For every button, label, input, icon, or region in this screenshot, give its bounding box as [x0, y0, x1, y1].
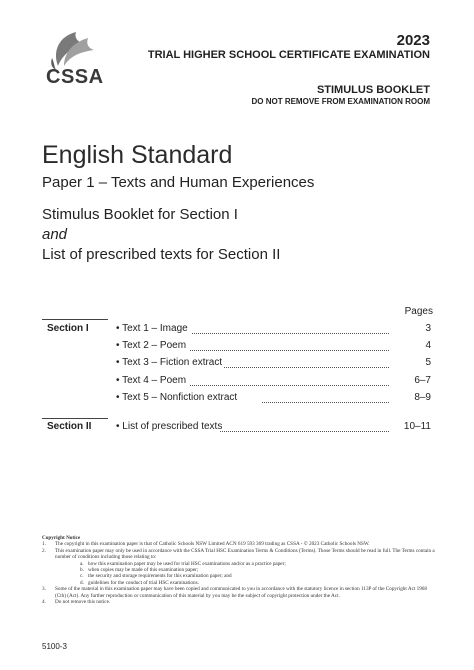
contents-item-text: • Text 3 – Fiction extract: [116, 357, 223, 368]
item-text: Some of the material in this examination paper may have been copied and communicated to you in accordance with the statutory licence in section 113P of the Copyright Act 1968 (Cth) (Act). Any further reproduction or communication of this material by you may be the subject of copyright protection under the Act.: [55, 586, 427, 599]
contents-row: [116, 323, 433, 337]
item-text: The copyright in this examination paper is that of Catholic Schools NSW Limited ACN 619 593 369 trading as CSSA - © 2023 Catholic Schools NSW.: [55, 541, 370, 548]
item-number: 4.: [42, 599, 46, 606]
contents-item-text: • List of prescribed texts: [116, 421, 223, 432]
subitem-text: guidelines for the conduct of trial HSC examinations.: [88, 579, 199, 586]
contents-item-text: • Text 2 – Poem: [116, 340, 187, 351]
subitem-letter: b.: [80, 567, 84, 574]
item-number: 2.: [42, 547, 46, 554]
booklet-label: STIMULUS BOOKLET: [316, 84, 430, 96]
subitem-letter: a.: [80, 560, 84, 567]
contents-item-pages: 3: [425, 323, 431, 334]
contents-item-pages: 8–9: [414, 392, 431, 403]
section-divider: [42, 319, 108, 320]
item-text: Do not remove this notice.: [55, 599, 111, 606]
contents-row: [116, 340, 433, 354]
copyright-item: [42, 599, 437, 605]
item-number: 1.: [42, 541, 46, 548]
dot-leader: [220, 431, 389, 432]
exam-room-instruction: DO NOT REMOVE FROM EXAMINATION ROOM: [251, 97, 430, 106]
subtitle-section-2: List of prescribed texts for Section II: [42, 246, 281, 263]
paper-code: 5100-3: [42, 642, 67, 651]
subtitle-section-1: Stimulus Booklet for Section I: [42, 206, 238, 223]
subitem-text: how this examination paper may be used for trial HSC examinations and/or as a practice paper;: [88, 560, 286, 567]
section-2-label: Section II: [47, 421, 92, 432]
subitem-text: the security and storage requirements for this examination paper; and: [88, 573, 232, 580]
exam-year: 2023: [396, 32, 430, 49]
course-title: English Standard: [42, 141, 233, 169]
dot-leader: [262, 402, 389, 403]
copyright-item: [42, 548, 437, 561]
pages-heading: Pages: [404, 306, 433, 317]
contents-item-pages: 10–11: [403, 421, 431, 432]
contents-item-text: • Text 4 – Poem: [116, 375, 187, 386]
subtitle-and: and: [42, 226, 68, 243]
dot-leader: [190, 350, 389, 351]
contents-row: [116, 375, 433, 389]
subitem-letter: d.: [80, 579, 84, 586]
contents-item-pages: 5: [425, 357, 431, 368]
subitem-letter: c.: [80, 573, 84, 580]
subitem-text: when copies may be made of this examination paper;: [88, 567, 199, 574]
contents-row: [116, 392, 433, 406]
contents-item-pages: 4: [425, 340, 431, 351]
copyright-title: Copyright Notice: [42, 535, 81, 541]
section-divider: [42, 418, 108, 419]
dot-leader: [224, 367, 389, 368]
copyright-notice: [42, 535, 437, 605]
item-number: 3.: [42, 586, 46, 593]
copyright-item: [42, 586, 437, 599]
item-text: This examination paper may only be used in accordance with the CSSA Trial HSC Examination Terms & Conditions (Terms). Those Terms should be read in full. The Terms contain a number of conditions including those relating to:: [55, 547, 435, 561]
dot-leader: [190, 385, 389, 386]
section-1-label: Section I: [47, 323, 89, 334]
contents-item-text: • Text 1 – Image: [116, 323, 188, 334]
dot-leader: [192, 333, 389, 334]
contents-item-pages: 6–7: [414, 375, 431, 386]
logo-text: CSSA: [46, 66, 104, 88]
contents-row: [116, 357, 433, 371]
contents-item-text: • Text 5 – Nonfiction extract: [116, 392, 238, 403]
contents-row: [116, 421, 433, 435]
paper-title: Paper 1 – Texts and Human Experiences: [42, 174, 315, 191]
exam-title: TRIAL HIGHER SCHOOL CERTIFICATE EXAMINATION: [147, 49, 430, 61]
